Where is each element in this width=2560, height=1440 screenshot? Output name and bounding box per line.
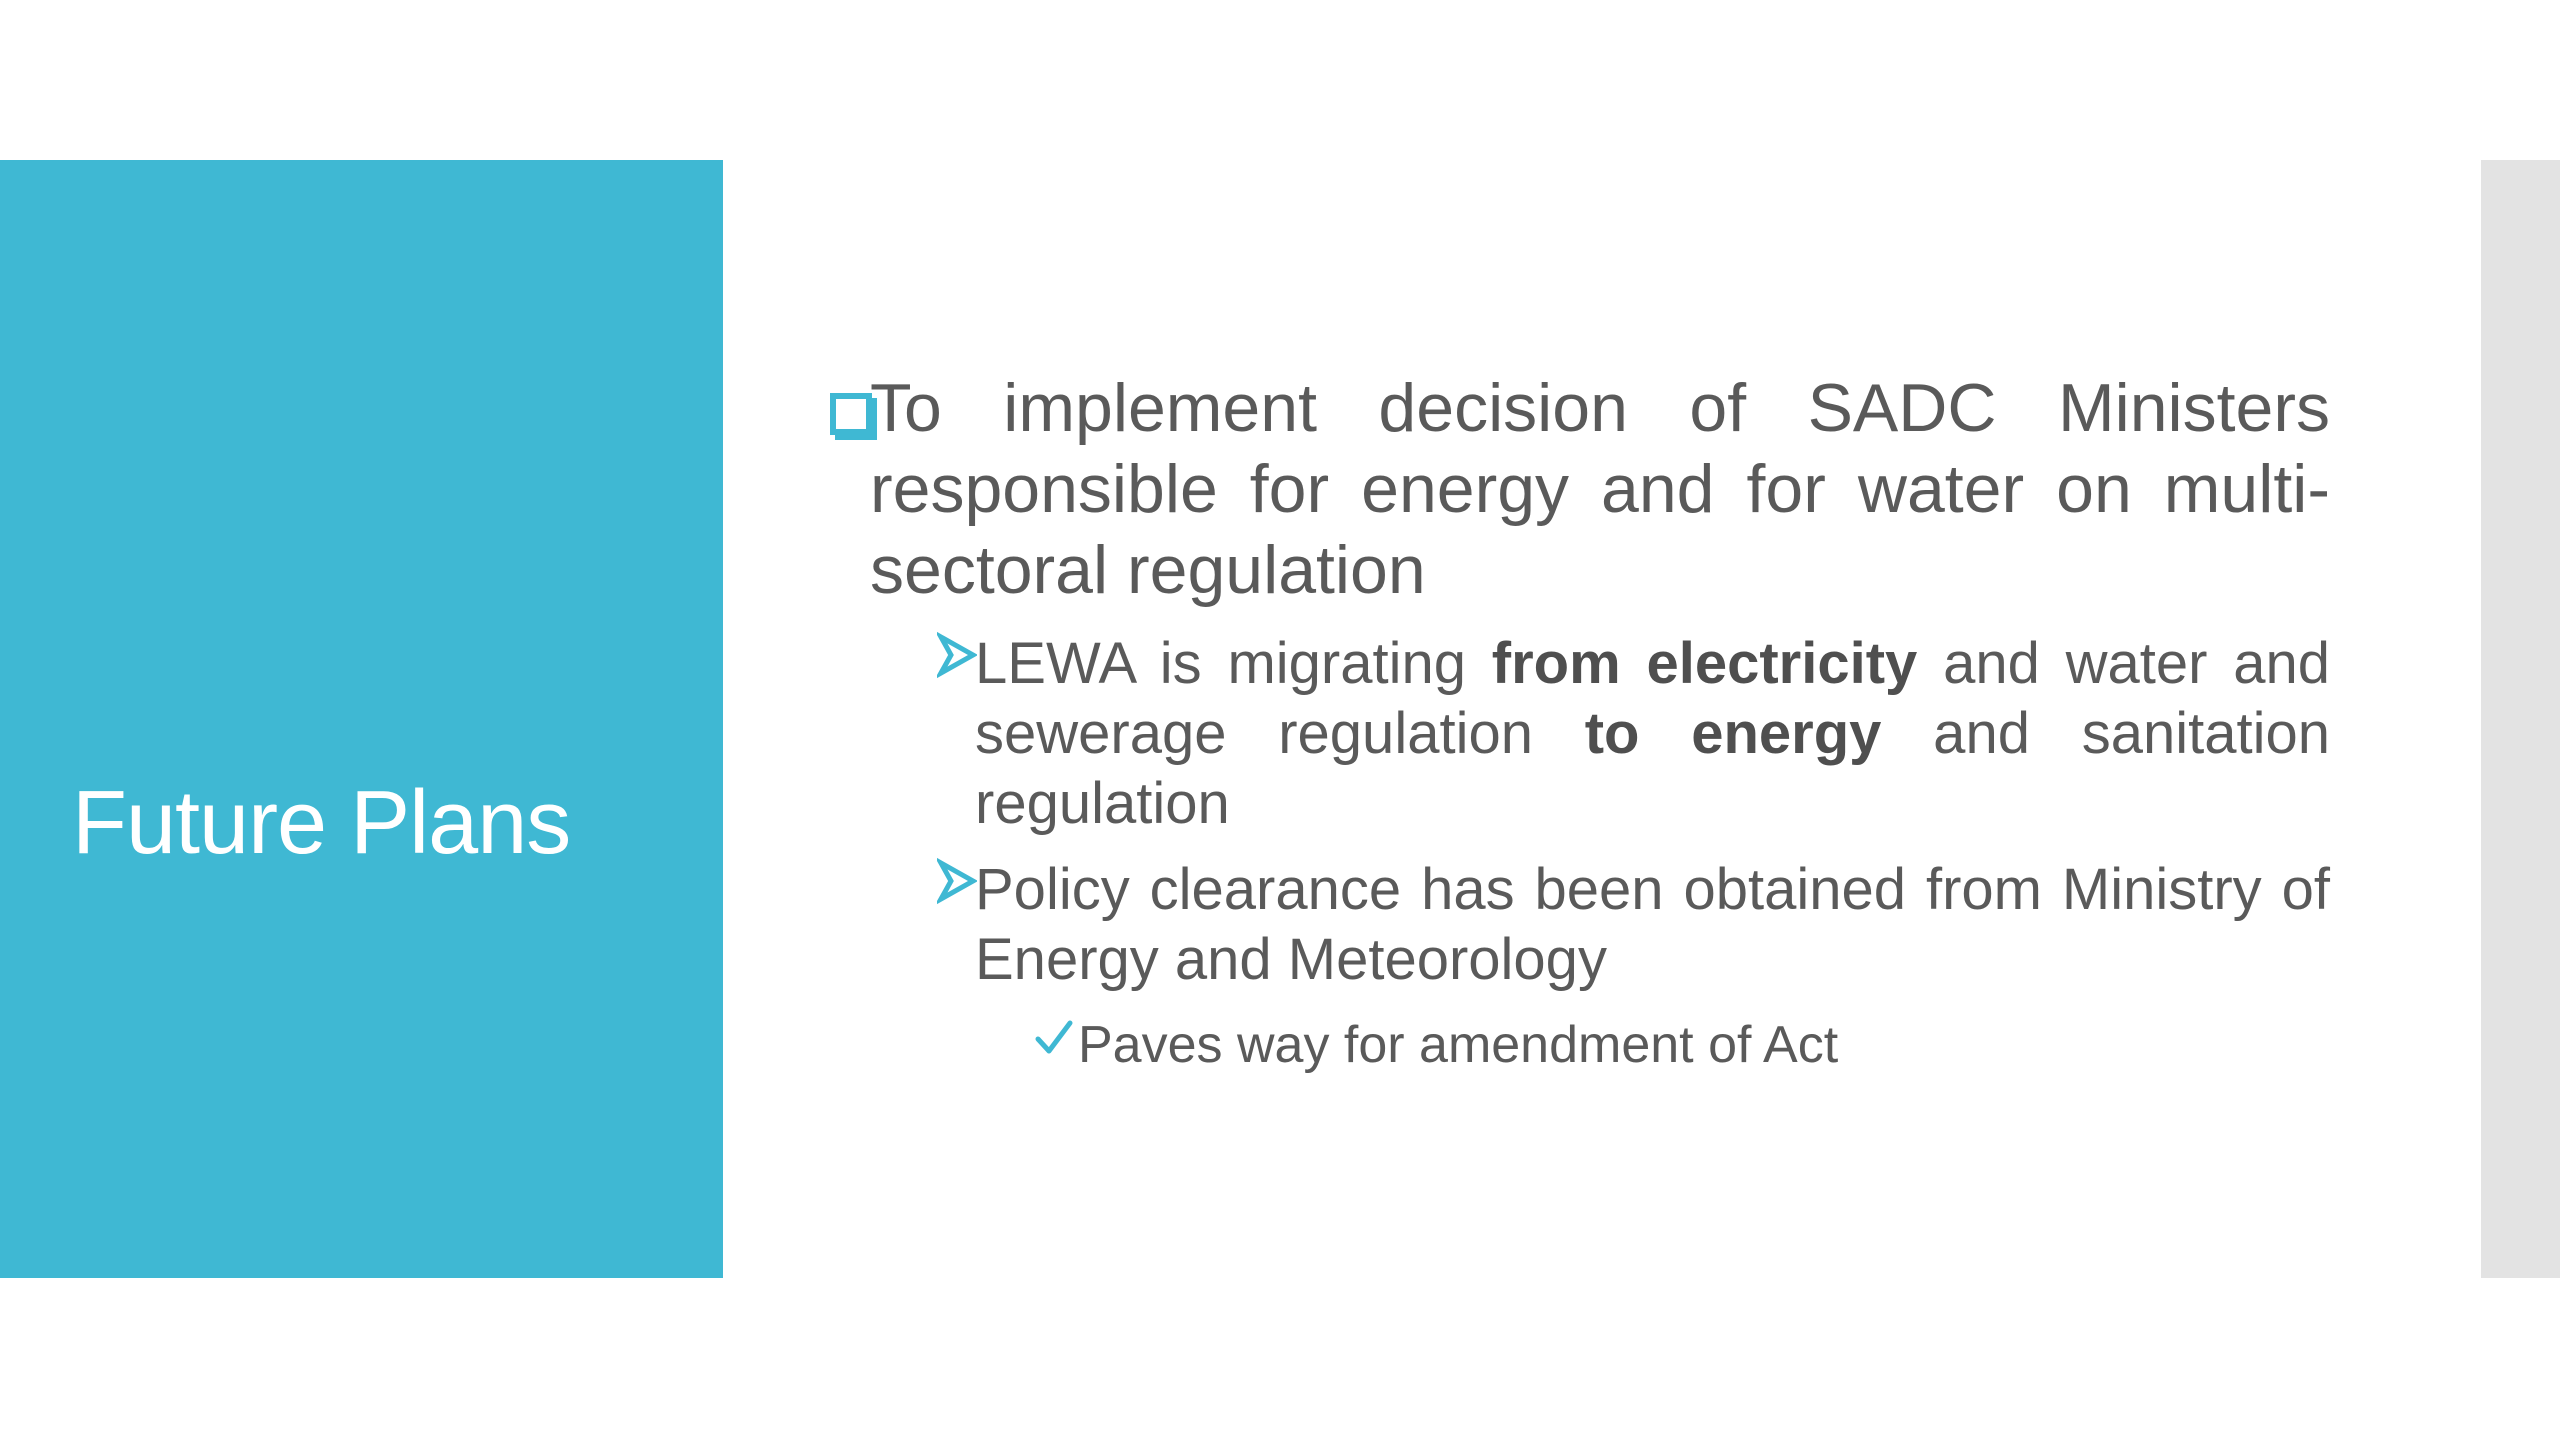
arrow-bullet-icon: [937, 629, 977, 681]
bullet-item-level-1: [830, 368, 2330, 611]
bullet-item-level-2: [975, 855, 2330, 995]
bullet-item-level-2: [975, 629, 2330, 839]
bullet-text-bold-part: to energy: [1584, 701, 1882, 766]
bullet-text-part: LEWA is migrating: [975, 631, 1492, 696]
bullet-item-level-3: [1078, 1013, 2330, 1077]
arrow-bullet-icon: [937, 855, 977, 907]
bullet-text-part: and water and sewerage regulation: [975, 631, 2331, 766]
bullet-text: To implement decision of SADC Ministers responsible for energy and for water on multi-sectoral regulation: [870, 370, 2330, 608]
bullet-text-bold-part: from electricity: [1491, 631, 1918, 696]
bullet-text: Policy clearance has been obtained from Ministry of Energy and Meteorology: [975, 857, 2330, 992]
checkmark-icon: [1034, 1013, 1074, 1061]
bullet-text-part: and sanitation regulation: [975, 701, 2330, 836]
title-panel: [0, 160, 723, 1278]
checkbox-square-icon: [830, 372, 872, 453]
bullet-text: Paves way for amendment of Act: [1078, 1016, 1839, 1074]
right-decorative-strip: [2481, 160, 2560, 1278]
slide-title: Future Plans: [72, 773, 571, 873]
bullet-list: [830, 368, 2330, 1077]
